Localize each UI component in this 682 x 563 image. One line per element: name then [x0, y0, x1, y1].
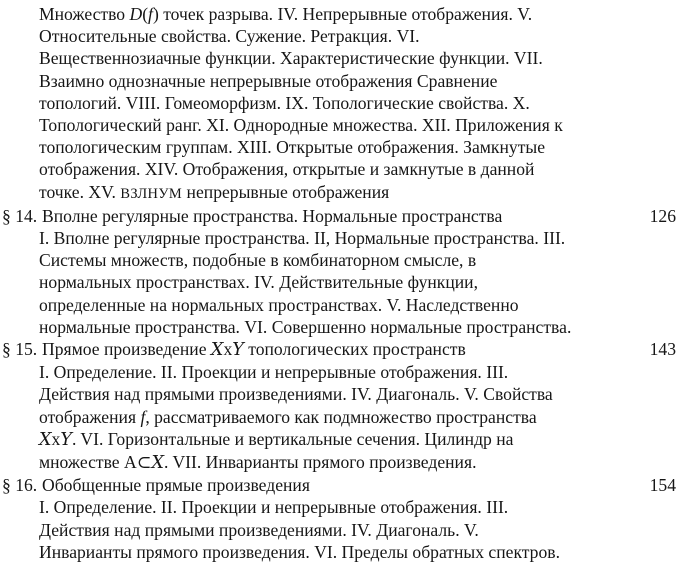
text-segment: отображения	[39, 406, 141, 427]
script-letter: X	[151, 453, 164, 474]
text-segment: Взаимно однозначные непрерывные отображения Сравнение	[39, 70, 498, 91]
text-segment: Множество	[39, 4, 130, 24]
toc-continuation-line	[2, 114, 676, 136]
toc-continuation-line	[2, 519, 676, 541]
text-segment: Прямое произведение	[42, 339, 211, 360]
page-number: 143	[649, 339, 676, 360]
text-segment: x	[51, 428, 61, 449]
toc-continuation-line	[2, 249, 676, 271]
toc-continuation-line	[2, 541, 676, 563]
text-segment: точке. XV.	[39, 181, 121, 202]
toc-continuation-line	[2, 181, 676, 205]
toc-section-entry	[2, 205, 676, 227]
italic-text: D	[129, 4, 143, 24]
text-segment: . VI. Горизонтальные и вертикальные сечения. Цилиндр на	[71, 428, 514, 449]
toc-continuation-line	[2, 227, 676, 249]
text-segment: нормальные пространства. VI. Совершенно нормальные пространства.	[39, 316, 572, 337]
text-segment: топологических пространств	[243, 339, 466, 360]
script-letter: Y	[232, 340, 244, 361]
toc-continuation-line	[2, 271, 676, 293]
script-letter: X	[39, 429, 52, 450]
section-number: § 15.	[2, 339, 38, 360]
toc-continuation-line	[2, 25, 676, 47]
text-segment: (	[142, 4, 149, 24]
toc-continuation-line	[2, 92, 676, 114]
text-segment: топологий. VIII. Гомеоморфизм. IX. Топологические свойства. X.	[39, 92, 530, 113]
section-title	[42, 474, 310, 496]
text-segment: . VII. Инварианты прямого произведения.	[163, 452, 477, 473]
smallcaps-text: ВЗЛНУМ	[120, 185, 183, 202]
text-segment: ) точек разрыва. IV. Непрерывные отображения. V.	[152, 4, 533, 24]
script-letter: Y	[60, 429, 72, 450]
text-segment: нормальных пространствах. IV. Действительные функции,	[39, 272, 478, 293]
toc-continuation-line	[2, 383, 676, 405]
text-segment: Действия над прямыми произведениями. IV. Диагональ. V. Свойства	[39, 384, 553, 405]
section-number: § 14.	[2, 205, 38, 226]
page-number: 126	[649, 205, 676, 226]
toc-continuation-line	[2, 158, 676, 180]
toc-continuation-line	[2, 428, 676, 451]
toc-section-entry	[2, 474, 676, 496]
toc-continuation-line	[2, 47, 676, 69]
text-segment: Обобщенные прямые произведения	[42, 475, 310, 496]
text-segment: x	[223, 339, 233, 360]
text-segment: , рассматриваемого как подмножество пространства	[145, 406, 537, 427]
text-segment: Системы множеств, подобные в комбинаторном смысле, в	[39, 250, 477, 271]
section-title	[42, 205, 502, 227]
toc-continuation-line	[2, 316, 676, 338]
text-segment: I. Определение. II. Проекции и непрерывные отображения. III.	[39, 362, 509, 383]
toc-continuation-line	[2, 136, 676, 158]
section-title	[42, 338, 466, 361]
toc-continuation-line	[2, 361, 676, 383]
text-segment: множестве A⊂	[39, 452, 152, 473]
toc-continuation-line	[2, 294, 676, 316]
italic-text: f	[140, 406, 146, 427]
text-segment: Относительные свойства. Сужение. Ретракция. VI.	[39, 26, 420, 47]
toc-continuation-line	[2, 3, 676, 25]
italic-text: f	[148, 4, 153, 24]
text-segment: I. Определение. II. Проекции и непрерывные отображения. III.	[39, 497, 509, 518]
text-segment: Топологический ранг. XI. Однородные множества. XII. Приложения к	[39, 115, 563, 136]
text-segment: Вещественнозиачные функции. Характеристические функции. VII.	[39, 48, 543, 69]
page-number: 154	[649, 475, 676, 496]
toc-continuation-line	[2, 70, 676, 92]
text-segment: Инварианты прямого произведения. VI. Пределы обратных спектров.	[39, 541, 560, 562]
script-letter: X	[210, 340, 224, 361]
section-number: § 16.	[2, 475, 38, 496]
toc-continuation-line	[2, 406, 676, 428]
text-segment: Действия над прямыми произведениями. IV. Диагональ. V.	[39, 519, 479, 540]
toc-continuation-line	[2, 451, 676, 474]
toc-continuation-line	[2, 496, 676, 518]
text-segment: непрерывные отображения	[182, 181, 390, 202]
text-segment: топологическим группам. XIII. Открытые отображения. Замкнутые	[39, 137, 546, 158]
text-segment: Вполне регулярные пространства. Нормальные пространства	[42, 205, 503, 226]
toc-section-entry	[2, 338, 676, 361]
text-segment: определенные на нормальных пространствах. V. Наследственно	[39, 294, 519, 315]
text-segment: отображения. XIV. Отображения, открытые и замкнутые в данной	[39, 159, 535, 180]
text-segment: I. Вполне регулярные пространства. II, Нормальные пространства. III.	[39, 228, 566, 249]
